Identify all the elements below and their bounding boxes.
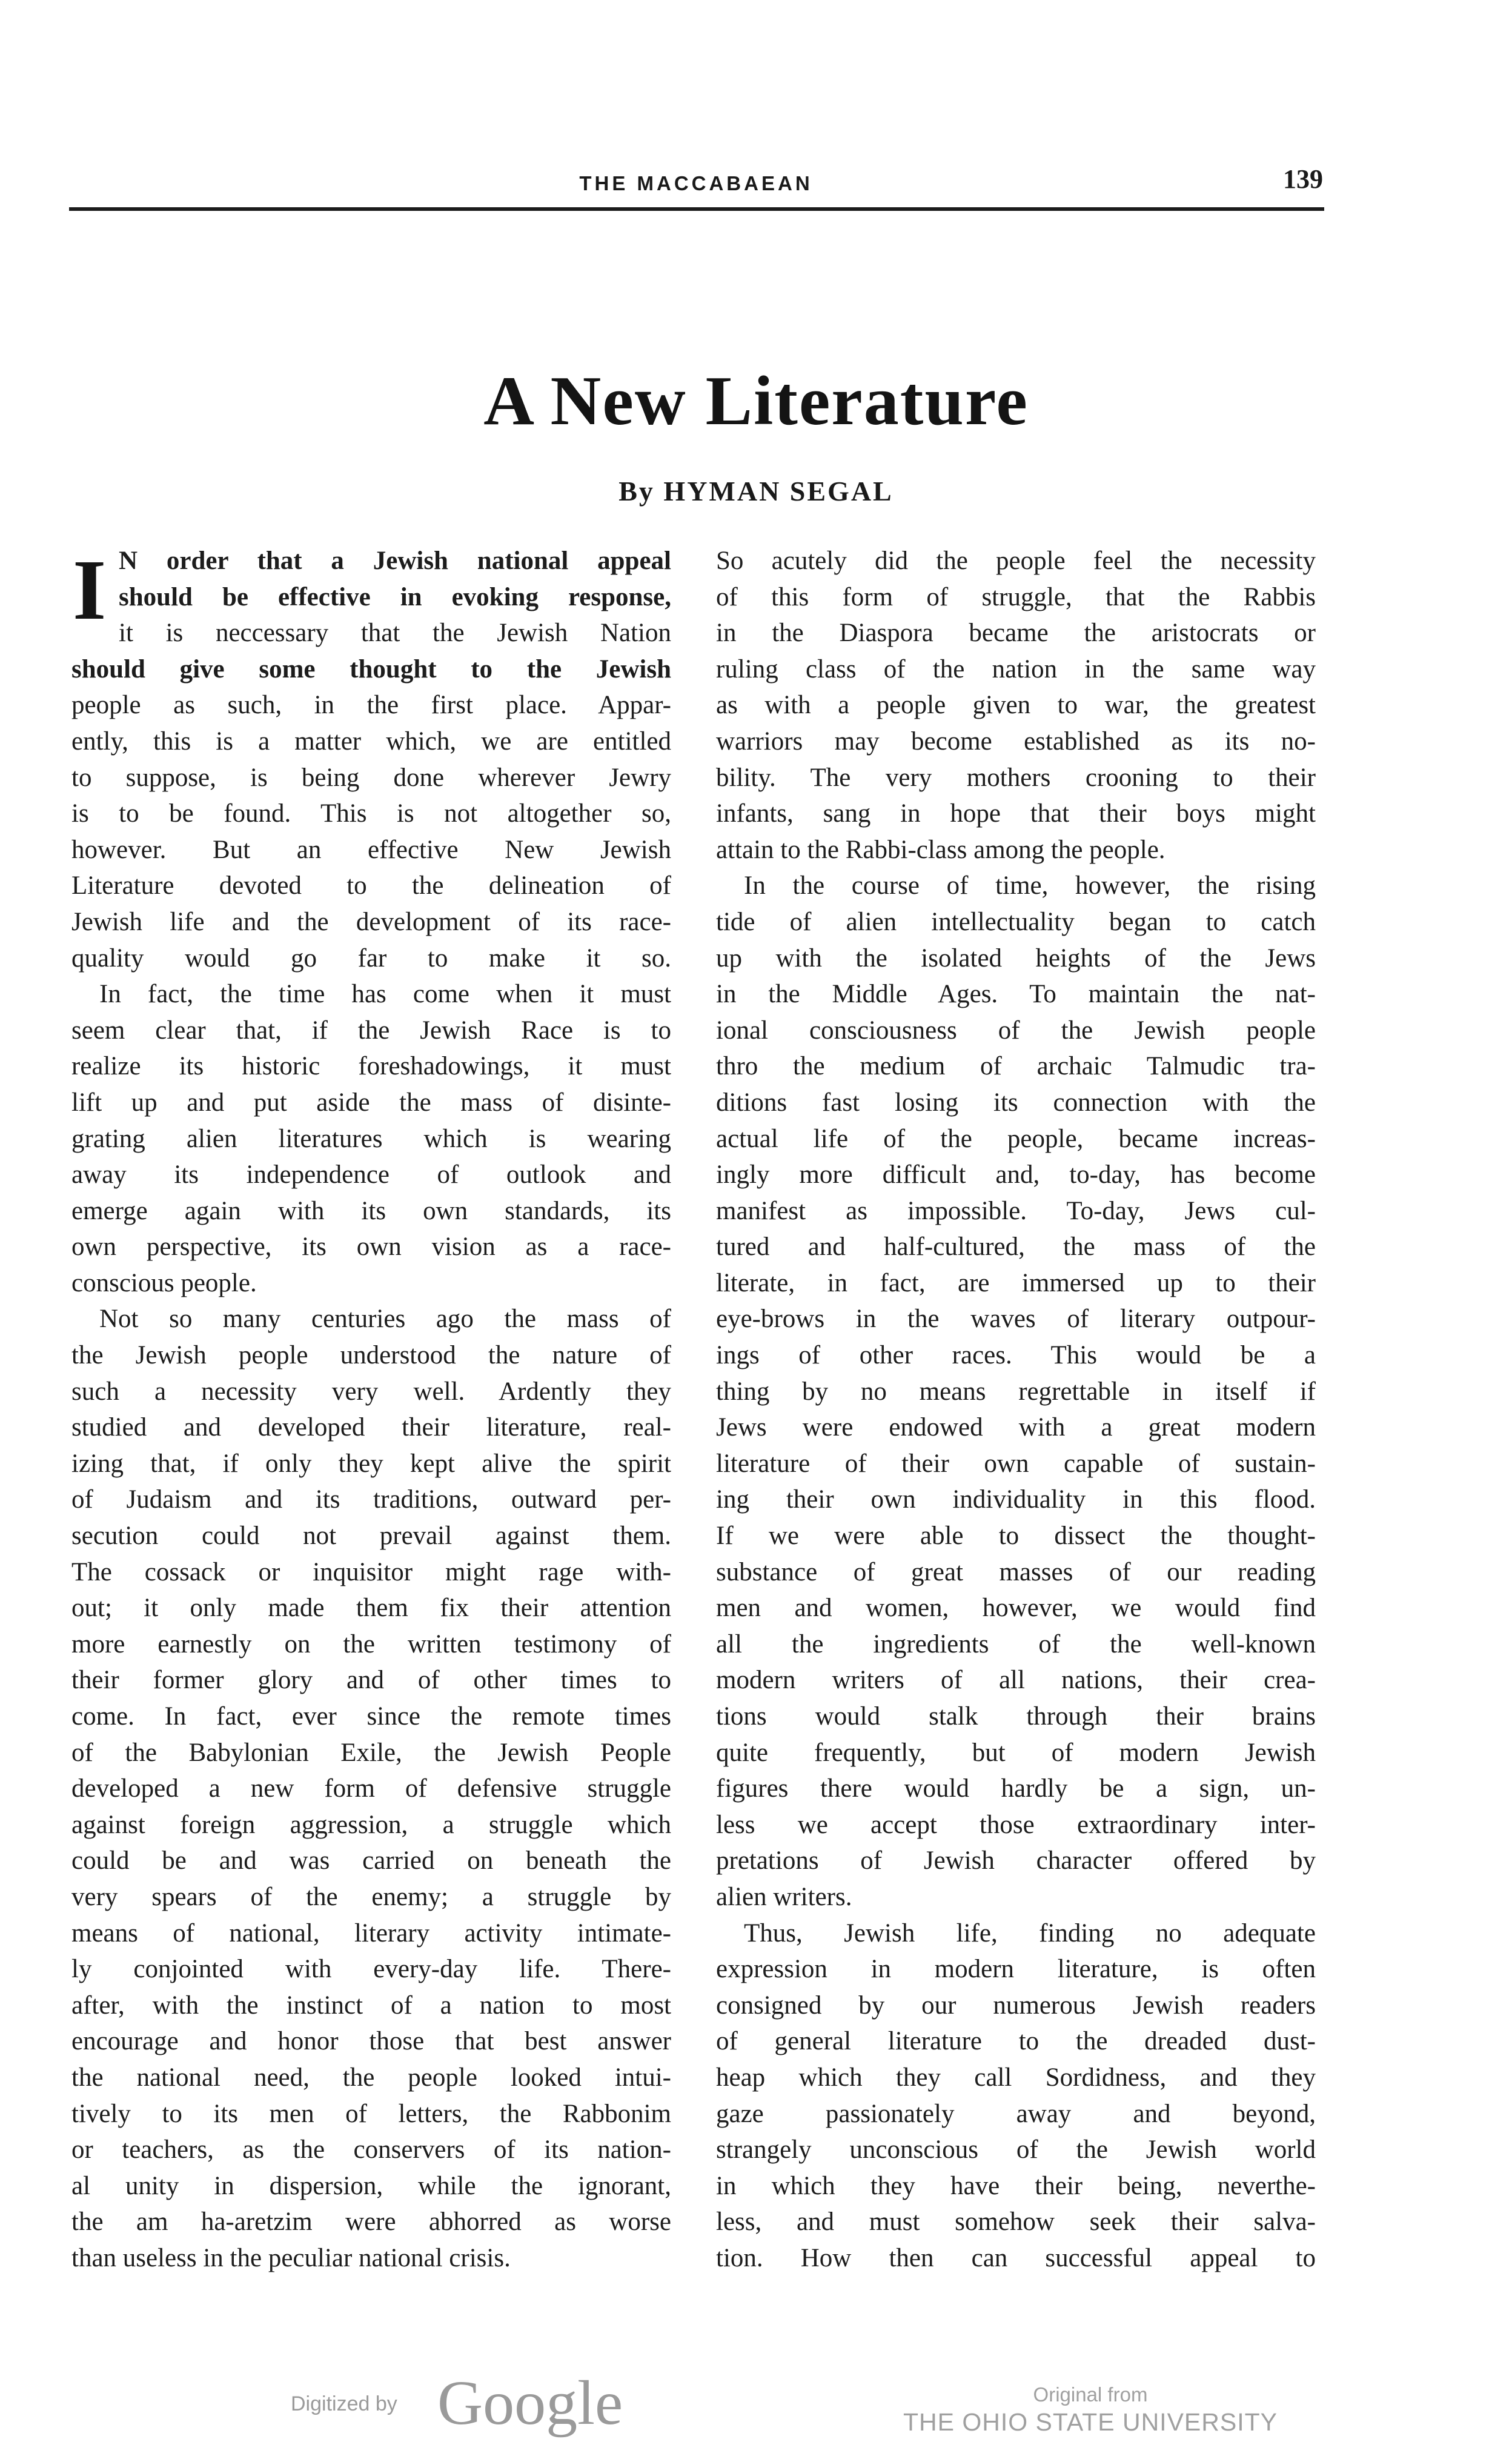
text-line: strangely unconscious of the Jewish world — [716, 2135, 1316, 2164]
text-line: conscious people. — [71, 1268, 257, 1297]
text-line: ditions fast losing its connection with the — [716, 1088, 1316, 1117]
text-line: means of national, literary activity intimate- — [71, 1918, 671, 1948]
text-line: eye-brows in the waves of literary outpour- — [716, 1305, 1316, 1334]
right-column — [716, 543, 1316, 2277]
text-line: men and women, however, we would find — [716, 1594, 1316, 1623]
text-line: in the Middle Ages. To maintain the nat- — [716, 980, 1316, 1009]
text-line: away its independence of outlook and — [71, 1160, 671, 1190]
text-line: or teachers, as the conservers of its nation- — [71, 2135, 671, 2164]
text-line: emerge again with its own standards, its — [71, 1196, 671, 1225]
text-line: after, with the instinct of a nation to most — [71, 1991, 671, 2020]
text-line: lift up and put aside the mass of disinte- — [71, 1088, 671, 1117]
text-line: it is neccessary that the Jewish Nation — [119, 619, 671, 648]
text-line: literature of their own capable of sustain- — [716, 1449, 1316, 1478]
text-line: tions would stalk through their brains — [716, 1702, 1316, 1731]
text-line: more earnestly on the written testimony of — [71, 1629, 671, 1659]
text-line: ruling class of the nation in the same way — [716, 654, 1316, 684]
text-line: Jewish life and the development of its race- — [71, 907, 671, 936]
text-line: out; it only made them fix their attention — [71, 1594, 671, 1623]
text-line: Thus, Jewish life, finding no adequate — [744, 1918, 1316, 1948]
text-line: pretations of Jewish character offered by — [716, 1846, 1316, 1875]
text-line: Jews were endowed with a great modern — [716, 1413, 1316, 1442]
text-line: in which they have their being, neverthe- — [716, 2171, 1316, 2200]
text-line: the national need, the people looked intui- — [71, 2063, 671, 2092]
google-logo: Google — [437, 2368, 623, 2438]
text-line: actual life of the people, became increas- — [716, 1124, 1316, 1153]
text-line: developed a new form of defensive struggle — [71, 1774, 671, 1803]
text-line: literate, in fact, are immersed up to their — [716, 1268, 1316, 1297]
text-line: should be effective in evoking response, — [119, 582, 671, 611]
text-line: should give some thought to the Jewish — [71, 654, 671, 684]
text-line: manifest as impossible. To-day, Jews cul- — [716, 1196, 1316, 1225]
text-line: heap which they call Sordidness, and they — [716, 2063, 1316, 2092]
text-line: tured and half-cultured, the mass of the — [716, 1233, 1316, 1262]
text-line: izing that, if only they kept alive the spirit — [71, 1449, 671, 1478]
text-line: bility. The very mothers crooning to their — [716, 763, 1316, 792]
text-line: Not so many centuries ago the mass of — [99, 1305, 671, 1334]
text-line: If we were able to dissect the thought- — [716, 1522, 1316, 1551]
text-line: thro the medium of archaic Talmudic tra- — [716, 1052, 1316, 1081]
text-line: studied and developed their literature, real- — [71, 1413, 671, 1442]
university-name: THE OHIO STATE UNIVERSITY — [903, 2408, 1278, 2436]
text-line: quite frequently, but of modern Jewish — [716, 1738, 1316, 1767]
text-line: all the ingredients of the well-known — [716, 1629, 1316, 1659]
text-line: ingly more difficult and, to-day, has become — [716, 1160, 1316, 1190]
text-line: modern writers of all nations, their crea- — [716, 1666, 1316, 1695]
text-line: warriors may become established as its no- — [716, 727, 1316, 756]
text-line: could be and was carried on beneath the — [71, 1846, 671, 1875]
text-line: as with a people given to war, the greatest — [716, 691, 1316, 720]
opening-paragraph — [71, 543, 671, 651]
text-line: in the Diaspora became the aristocrats or — [716, 619, 1316, 648]
text-line: ional consciousness of the Jewish people — [716, 1016, 1316, 1045]
digitized-by-label: Digitized by — [291, 2392, 397, 2415]
text-line: In the course of time, however, the rising — [744, 871, 1316, 900]
text-line: less we accept those extraordinary inter- — [716, 1810, 1316, 1839]
text-line: al unity in dispersion, while the ignorant, — [71, 2171, 671, 2200]
text-line: realize its historic foreshadowings, it must — [71, 1052, 671, 1081]
text-line: In fact, the time has come when it must — [99, 980, 671, 1009]
text-line: however. But an effective New Jewish — [71, 835, 671, 864]
text-line: than useless in the peculiar national crisis. — [71, 2243, 511, 2272]
byline: By HYMAN SEGAL — [618, 476, 894, 507]
text-line: quality would go far to make it so. — [71, 943, 671, 973]
text-line: alien writers. — [716, 1882, 852, 1911]
text-line: gaze passionately away and beyond, — [716, 2099, 1316, 2128]
text-line: expression in modern literature, is often — [716, 1955, 1316, 1984]
running-title: THE MACCABAEAN — [579, 172, 813, 195]
text-line: figures there would hardly be a sign, un- — [716, 1774, 1316, 1803]
text-line: to suppose, is being done wherever Jewry — [71, 763, 671, 792]
text-line: very spears of the enemy; a struggle by — [71, 1882, 671, 1911]
text-line: encourage and honor those that best answer — [71, 2027, 671, 2056]
text-line: their former glory and of other times to — [71, 1666, 671, 1695]
drop-cap: I — [73, 542, 107, 637]
text-line: infants, sang in hope that their boys might — [716, 799, 1316, 828]
text-line: N order that a Jewish national appeal — [119, 547, 671, 575]
text-line: consigned by our numerous Jewish readers — [716, 1991, 1316, 2020]
text-line: up with the isolated heights of the Jews — [716, 943, 1316, 973]
text-line: attain to the Rabbi-class among the people. — [716, 835, 1166, 864]
text-line: of general literature to the dreaded dust- — [716, 2027, 1316, 2056]
text-line: such a necessity very well. Ardently they — [71, 1377, 671, 1406]
text-line: The cossack or inquisitor might rage with- — [71, 1557, 671, 1586]
text-line: ently, this is a matter which, we are entitled — [71, 727, 671, 756]
text-line: of this form of struggle, that the Rabbis — [716, 582, 1316, 611]
text-line: against foreign aggression, a struggle which — [71, 1810, 671, 1839]
text-line: ing their own individuality in this flood. — [716, 1485, 1316, 1514]
text-line: the Jewish people understood the nature of — [71, 1341, 671, 1370]
text-line: tide of alien intellectuality began to catch — [716, 907, 1316, 936]
text-line: secution could not prevail against them. — [71, 1522, 671, 1551]
text-line: So acutely did the people feel the necessity — [716, 547, 1316, 575]
text-line: substance of great masses of our reading — [716, 1557, 1316, 1586]
text-line: thing by no means regrettable in itself if — [716, 1377, 1316, 1406]
text-line: ly conjointed with every-day life. There- — [71, 1955, 671, 1984]
text-line: the am ha-aretzim were abhorred as worse — [71, 2208, 671, 2237]
text-line: own perspective, its own vision as a race- — [71, 1233, 671, 1262]
article-title: A New Literature — [483, 362, 1029, 440]
text-line: of the Babylonian Exile, the Jewish People — [71, 1738, 671, 1767]
text-line: grating alien literatures which is wearing — [71, 1124, 671, 1153]
left-column — [71, 543, 671, 2277]
text-line: less, and must somehow seek their salva- — [716, 2208, 1316, 2237]
text-line: is to be found. This is not altogether so, — [71, 799, 671, 828]
text-line: seem clear that, if the Jewish Race is to — [71, 1016, 671, 1045]
source-watermark — [860, 2383, 1321, 2437]
original-from-label: Original from — [1033, 2383, 1148, 2406]
text-line: Literature devoted to the delineation of — [71, 871, 671, 900]
header-rule — [69, 207, 1324, 211]
text-line: tively to its men of letters, the Rabbonim — [71, 2099, 671, 2128]
text-line: of Judaism and its traditions, outward per- — [71, 1485, 671, 1514]
running-head — [69, 162, 1323, 205]
text-line: come. In fact, ever since the remote times — [71, 1702, 671, 1731]
text-line: ings of other races. This would be a — [716, 1341, 1316, 1370]
text-line: people as such, in the first place. Appar- — [71, 691, 671, 720]
text-line: tion. How then can successful appeal to — [716, 2243, 1316, 2272]
page-number: 139 — [1283, 164, 1323, 194]
